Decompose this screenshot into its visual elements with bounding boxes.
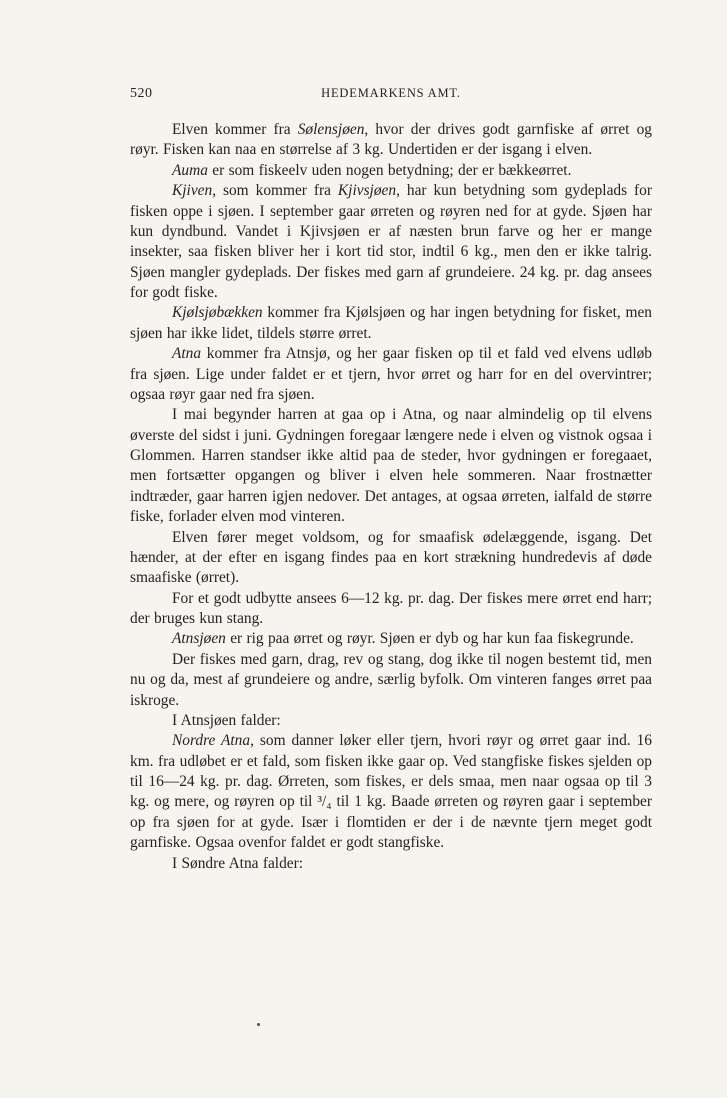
paper-speck [257,1023,260,1026]
paragraph [130,589,652,630]
text-run: Elven kommer fra [172,121,298,138]
text-run: , som danner løker eller tjern, hvori røyr og ørret gaar ind. 16 km. fra udløbet er et fald, som fisken ikke gaar op. Ved stangfiske fiskes sjelden op til 16—24 kg. pr. dag. Ørreten, som fiskes, er dels smaa, men naar ogsaa op til 3 kg. og mere, og røyren op til ³/₄ til 1 kg. Baade ørreten og røyren gaar i september op fra sjøen for at gyde. Især i flomtiden er der i de nævnte tjern meget godt garnfiske. Ogsaa ovenfor faldet er godt stangfiske. [130,732,652,852]
text-run: , har kun betydning som gydeplads for fisken oppe i sjøen. I september gaar ørreten og røyren ned for at gyde. Sjøen har kun dyndbund. Vandet i Kjivsjøen er af næsten brun farve og her er mange insekter, saa fisken bliver her i kort tid stor, indtil 6 kg., men den er ikke talrig. Sjøen mangler gydeplads. Der fiskes med garn af grundeiere. 24 kg. pr. dag ansees for godt fiske. [130,182,652,301]
paragraph [130,854,652,874]
paragraph [130,650,652,711]
text-run: er som fiskeelv uden nogen betydning; der er bækkeørret. [207,161,572,179]
paragraph [130,405,652,527]
paragraph [130,161,652,181]
paragraph [130,731,652,853]
paragraph [130,120,652,161]
text-run: Der fiskes med garn, drag, rev og stang, dog ikke til nogen bestemt tid, men nu og da, mest af grundeiere og andre, særlig byfolk. Om vinteren fanges ørret paa iskroge. [130,650,652,709]
italic-term: Sølensjøen [297,121,365,138]
text-run: kommer fra Atnsjø, og her gaar fisken op til et fald ved elvens udløb fra sjøen. Lige under faldet er et tjern, hvor ørret og harr for en del overvintrer; ogsaa røyr gaar ned fra sjøen. [130,345,652,403]
text-run: For et godt udbytte ansees 6—12 kg. pr. dag. Der fiskes mere ørret end harr; der bruges kun stang. [130,589,652,627]
italic-term: Atnsjøen [172,630,226,648]
text-run: kommer fra Kjølsjøen og har ingen betydning for fisket, men sjøen har ikke lidet, tildels større ørret. [130,304,652,342]
paragraph [130,528,652,589]
text-run: I Atnsjøen falder: [172,711,281,729]
running-title: HEDEMARKENS AMT. [321,86,461,100]
paragraph [130,181,652,303]
paragraph [130,344,652,405]
italic-term: Kjivsjøen [337,182,397,200]
paragraph [130,303,652,344]
text-run: I mai begynder harren at gaa op i Atna, og naar almindelig op til elvens øverste del sidst i juni. Gydningen foregaar længere nede i elven og vistnok ogsaa i Glommen. Harren standser ikke altid paa de steder, hvor gydningen er foregaaet, men fortsætter opgangen og bliver i elven hele sommeren. Naar frostnætter indtræder, gaar harren igjen nedover. Det antages, at ogsaa ørreten, ialfald de større fiske, forlader elven mod vinteren. [130,406,652,526]
text-run: , som kommer fra [212,182,338,200]
text-run: I Søndre Atna falder: [172,854,303,872]
paragraph [130,711,652,731]
italic-term: Kjiven [172,182,213,200]
page-number: 520 [130,86,153,101]
text-run: Elven fører meget voldsom, og for smaafisk ødelæggende, isgang. Det hænder, at der efter en isgang findes paa en kort strækning hundredevis af døde smaafiske (ørret). [130,528,652,587]
italic-term: Auma [172,161,208,179]
body-text [130,120,652,874]
italic-term: Atna [172,345,202,363]
paragraph [130,629,652,649]
italic-term: Kjølsjøbækken [172,304,263,322]
italic-term: Nordre Atna [172,732,251,750]
page-header [130,86,652,108]
text-run: er rig paa ørret og røyr. Sjøen er dyb og har kun faa fiskegrunde. [225,630,634,648]
text-run: , hvor der drives godt garnfiske af ørret og røyr. Fisken kan naa en størrelse af 3 kg. Undertiden er der isgang i elven. [130,121,652,159]
